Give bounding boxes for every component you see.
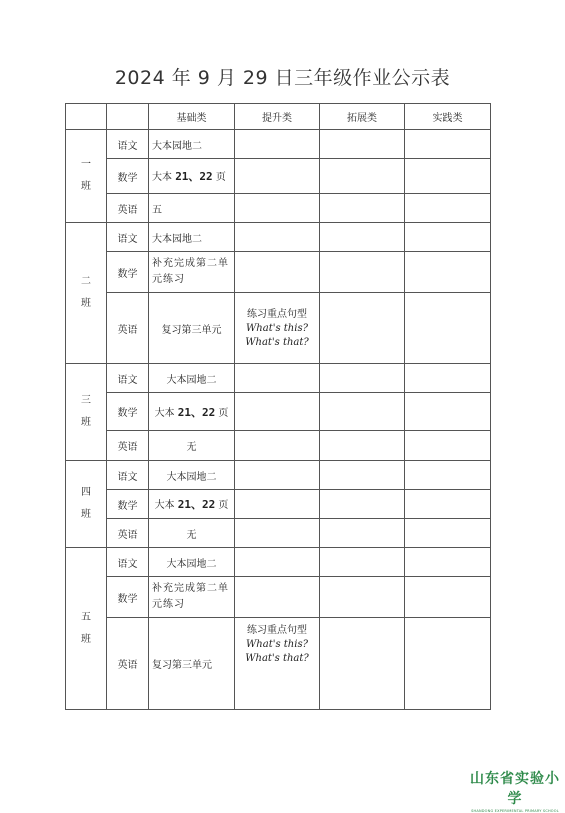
subject-cell: 数学 [107,490,149,519]
basic-cell: 复习第三单元 [149,618,235,710]
class-5-label: 五 班 [66,548,107,710]
improve-cell [235,618,320,710]
table-row [66,194,491,223]
subject-cell: 英语 [107,431,149,461]
subject-cell: 英语 [107,519,149,548]
table-row [66,461,491,490]
subject-cell: 语文 [107,223,149,252]
improve-cell [235,364,320,393]
extend-cell [320,490,405,519]
header-extend: 拓展类 [320,104,405,130]
english-sentence: What's this? [246,323,308,334]
english-sentence: What's that? [245,337,309,348]
header-improve: 提升类 [235,104,320,130]
homework-table [65,103,491,710]
table-row [66,431,491,461]
practice-cell [405,461,491,490]
improve-cell [235,490,320,519]
subject-cell: 英语 [107,293,149,364]
subject-cell: 语文 [107,130,149,159]
practice-cell [405,130,491,159]
extend-cell [320,519,405,548]
subject-cell: 英语 [107,194,149,223]
table-row [66,223,491,252]
improve-cell [235,461,320,490]
extend-cell [320,159,405,194]
practice-cell [405,223,491,252]
subject-cell: 语文 [107,461,149,490]
practice-cell [405,519,491,548]
extend-cell [320,223,405,252]
school-logo [470,768,560,813]
subject-cell: 语文 [107,548,149,577]
improve-cell [235,393,320,431]
extend-cell [320,130,405,159]
basic-cell: 大本 21、22 页 [149,490,235,519]
english-sentence: What's that? [245,653,309,664]
subject-cell: 数学 [107,159,149,194]
subject-cell: 语文 [107,364,149,393]
subject-cell: 数学 [107,577,149,618]
improve-cell [235,548,320,577]
subject-cell: 数学 [107,252,149,293]
practice-cell [405,548,491,577]
basic-cell: 五 [149,194,235,223]
basic-cell: 大本园地二 [149,461,235,490]
practice-cell [405,490,491,519]
table-row [66,519,491,548]
table-row [66,130,491,159]
table-row [66,393,491,431]
class-3-label: 三 班 [66,364,107,461]
basic-cell: 大本园地二 [149,223,235,252]
header-blank-2 [107,104,149,130]
basic-cell: 无 [149,431,235,461]
basic-cell: 复习第三单元 [149,293,235,364]
practice-cell [405,577,491,618]
extend-cell [320,293,405,364]
header-row [66,104,491,130]
table-row [66,618,491,710]
extend-cell [320,548,405,577]
improve-title: 练习重点句型 [247,309,307,320]
basic-cell: 大本园地二 [149,548,235,577]
class-2-label: 二 班 [66,223,107,364]
improve-cell [235,431,320,461]
page-title: 2024 年 9 月 29 日三年级作业公示表 [114,67,451,89]
table-row [66,293,491,364]
improve-cell [235,293,320,364]
school-logo-name: 山东省实验小学 [470,771,560,807]
table-row [66,364,491,393]
table-row [66,252,491,293]
basic-cell: 补充完成第二单 元练习 [149,577,235,618]
basic-cell: 补充完成第二单 元练习 [149,252,235,293]
table-row [66,577,491,618]
extend-cell [320,431,405,461]
improve-cell [235,194,320,223]
extend-cell [320,577,405,618]
basic-cell: 大本园地二 [149,364,235,393]
practice-cell [405,293,491,364]
practice-cell [405,364,491,393]
practice-cell [405,618,491,710]
improve-title: 练习重点句型 [247,625,307,636]
practice-cell [405,252,491,293]
practice-cell [405,159,491,194]
header-basic: 基础类 [149,104,235,130]
practice-cell [405,393,491,431]
extend-cell [320,461,405,490]
basic-cell: 大本园地二 [149,130,235,159]
header-practice: 实践类 [405,104,491,130]
improve-cell [235,577,320,618]
class-1-label: 一 班 [66,130,107,223]
extend-cell [320,364,405,393]
english-sentence: What's this? [246,639,308,650]
table-row [66,548,491,577]
improve-cell [235,252,320,293]
extend-cell [320,194,405,223]
improve-cell [235,223,320,252]
extend-cell [320,393,405,431]
subject-cell: 数学 [107,393,149,431]
improve-cell [235,159,320,194]
extend-cell [320,252,405,293]
basic-cell: 大本 21、22 页 [149,393,235,431]
school-logo-english: SHANDONG EXPERIMENTAL PRIMARY SCHOOL [471,809,559,813]
practice-cell [405,194,491,223]
practice-cell [405,431,491,461]
extend-cell [320,618,405,710]
improve-cell [235,519,320,548]
subject-cell: 英语 [107,618,149,710]
table-row [66,159,491,194]
class-4-label: 四 班 [66,461,107,548]
basic-cell: 无 [149,519,235,548]
header-blank [66,104,107,130]
table-row [66,490,491,519]
basic-cell: 大本 21、22 页 [149,159,235,194]
improve-cell [235,130,320,159]
